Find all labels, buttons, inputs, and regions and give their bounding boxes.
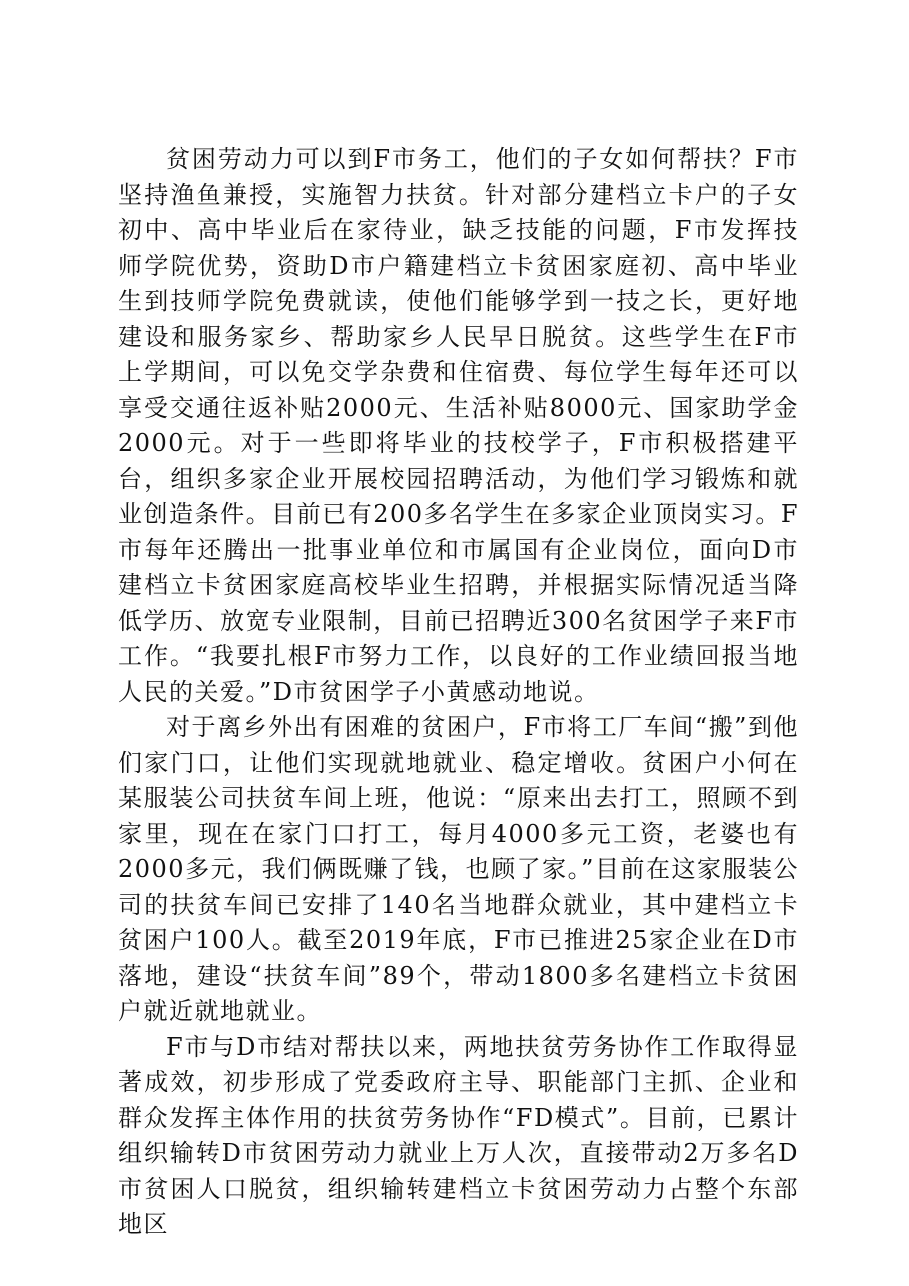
paragraph-1: 贫困劳动力可以到F市务工，他们的子女如何帮扶？F市坚持渔鱼兼授，实施智力扶贫。针对部分建档立卡户的子女初中、高中毕业后在家待业，缺乏技能的问题，F市发挥技师学院优势，资助D市户籍建档立卡贫困家庭初、高中毕业生到技师学院免费就读，使他们能够学到一技之长，更好地建设和服务家乡、帮助家乡人民早日脱贫。这些学生在F市上学期间，可以免交学杂费和住宿费、每位学生每年还可以享受交通往返补贴2000元、生活补贴8000元、国家助学金2000元。对于一些即将毕业的技校学子，F市积极搭建平台，组织多家企业开展校园招聘活动，为他们学习锻炼和就业创造条件。目前已有200多名学生在多家企业顶岗实习。F市每年还腾出一批事业单位和市属国有企业岗位，面向D市建档立卡贫困家庭高校毕业生招聘，并根据实际情况适当降低学历、放宽专业限制，目前已招聘近300名贫困学子来F市工作。“我要扎根F市努力工作，以良好的工作业绩回报当地人民的关爱。”D市贫困学子小黄感动地说。: [118, 145, 799, 706]
paragraph-3: F市与D市结对帮扶以来，两地扶贫劳务协作工作取得显著成效，初步形成了党委政府主导、职能部门主抓、企业和群众发挥主体作用的扶贫劳务协作“FD模式”。目前，已累计组织输转D市贫困劳动力就业上万人次，直接带动2万多名D市贫困人口脱贫，组织输转建档立卡贫困劳动力占整个东部地区: [118, 1032, 799, 1238]
paragraph-2: 对于离乡外出有困难的贫困户，F市将工厂车间“搬”到他们家门口，让他们实现就地就业、稳定增收。贫困户小何在某服装公司扶贫车间上班，他说：“原来出去打工，照顾不到家里，现在在家门口打工，每月4000多元工资，老婆也有2000多元，我们俩既赚了钱，也顾了家。”目前在这家服装公司的扶贫车间已安排了140名当地群众就业，其中建档立卡贫困户100人。截至2019年底，F市已推进25家企业在D市落地，建设“扶贫车间”89个，带动1800多名建档立卡贫困户就近就地就业。: [118, 713, 799, 1025]
body-text: [118, 142, 799, 1243]
